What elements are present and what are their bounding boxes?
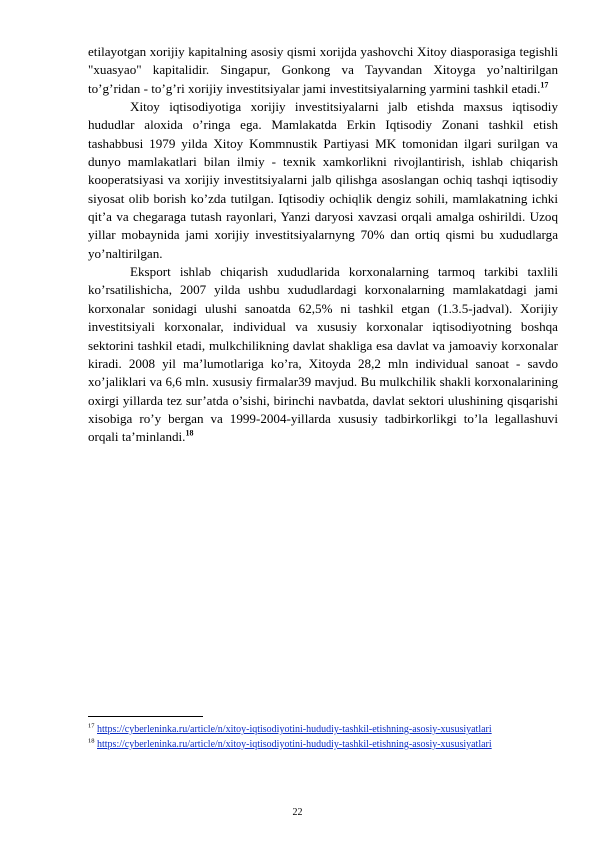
body-text bbox=[88, 43, 558, 447]
footnote-ref-18[interactable]: 18 bbox=[185, 428, 194, 438]
paragraph-3-text: Eksport ishlab chiqarish xududlarida korxonalarning tarmoq tarkibi taxlili ko’rsatilishicha, 2007 yilda ushbu xududlardagi korxonalarning mamlakatdagi jami korxonalar sonidagi ulushi sanoatda 62,5% ni tashkil etgan (1.3.5-jadval). Xorijiy investitsiyali korxonalar, individual va xususiy korxonalar iqtisodiyotning boshqa sektorini tashkil etadi, mulkchilikning davlat shakliga esa davlat va jamoaviy korxonalar kiradi. 2008 yil ma’lumotlariga ko’ra, Xitoyda 28,2 mln individual sanoat - savdo xo’jaliklari va 6,6 mln. xususiy firmalar39 mavjud. Bu mulkchilik shakli korxonalarining oxirgi yillarda tez sur’atda o’sishi, birinchi navbatda, davlat sektori ulushining qisqarishi xisobiga ro’y bergan va 1999-2004-yillarda xususiy tadbirkorlikgi to’la legallashuvi orqali ta’minlandi. bbox=[88, 264, 558, 445]
paragraph-2 bbox=[88, 98, 558, 263]
footnote-link[interactable]: https://cyberleninka.ru/article/n/xitoy-iqtisodiyotini-hududiy-tashkil-etishning-asosiy-xususiyatlari bbox=[97, 738, 492, 750]
paragraph-1-text: etilayotgan xorijiy kapitalning asosiy qismi xorijda yashovchi Xitoy diasporasiga tegishli "xuasyao" kapitalidir. Singapur, Gonkong va Tayvandan Xitoyga yo’naltirilgan to’g’ridan - to’g’ri xorijiy investitsiyalar jami investitsiyalarning yarmini tashkil etadi. bbox=[88, 44, 558, 96]
footnote-link[interactable]: https://cyberleninka.ru/article/n/xitoy-iqtisodiyotini-hududiy-tashkil-etishning-asosiy-xususiyatlari bbox=[97, 724, 492, 735]
footnote-number: 17 bbox=[88, 722, 95, 730]
footnote-divider bbox=[88, 716, 203, 717]
paragraph-1 bbox=[88, 43, 558, 98]
footnote-17 bbox=[88, 723, 558, 737]
footnote-number: 18 bbox=[88, 737, 95, 745]
footnote-18 bbox=[88, 738, 558, 752]
page-number: 22 bbox=[292, 807, 303, 818]
paragraph-2-text: Xitoy iqtisodiyotiga xorijiy investitsiyalarni jalb etishda maxsus iqtisodiy hududlar aloxida o’ringa ega. Mamlakatda Erkin Iqtisodiy Zonani tashkil etish tashabbusi 1979 yilda Xitoy Kommnustik Partiyasi MK tomonidan ilgari surilgan va dunyo mamlakatlari bilan ilmiy - texnik xamkorlikni rivojlantirish, ishlab chiqarish kooperatsiyasi va xorijiy investitsiyalarni jalb qilishga asoslangan ochiq tashqi iqtisodiy siyosat olib borish ko’zda tutilgan. Iqtisodiy ochiqlik dengiz sohili, mamlakatning ichki qit’a va chegaraga tutash rayonlari, Yanzi daryosi xavzasi orqali amalga oshirildi. Uzoq yillar mobaynida jami xorijiy investitsiyalarnyng 70% dan ortiq qismi bu xududlarga yo’naltirilgan. bbox=[88, 99, 558, 261]
paragraph-3 bbox=[88, 263, 558, 446]
footnotes bbox=[88, 723, 558, 752]
footnote-ref-17[interactable]: 17 bbox=[540, 80, 549, 90]
